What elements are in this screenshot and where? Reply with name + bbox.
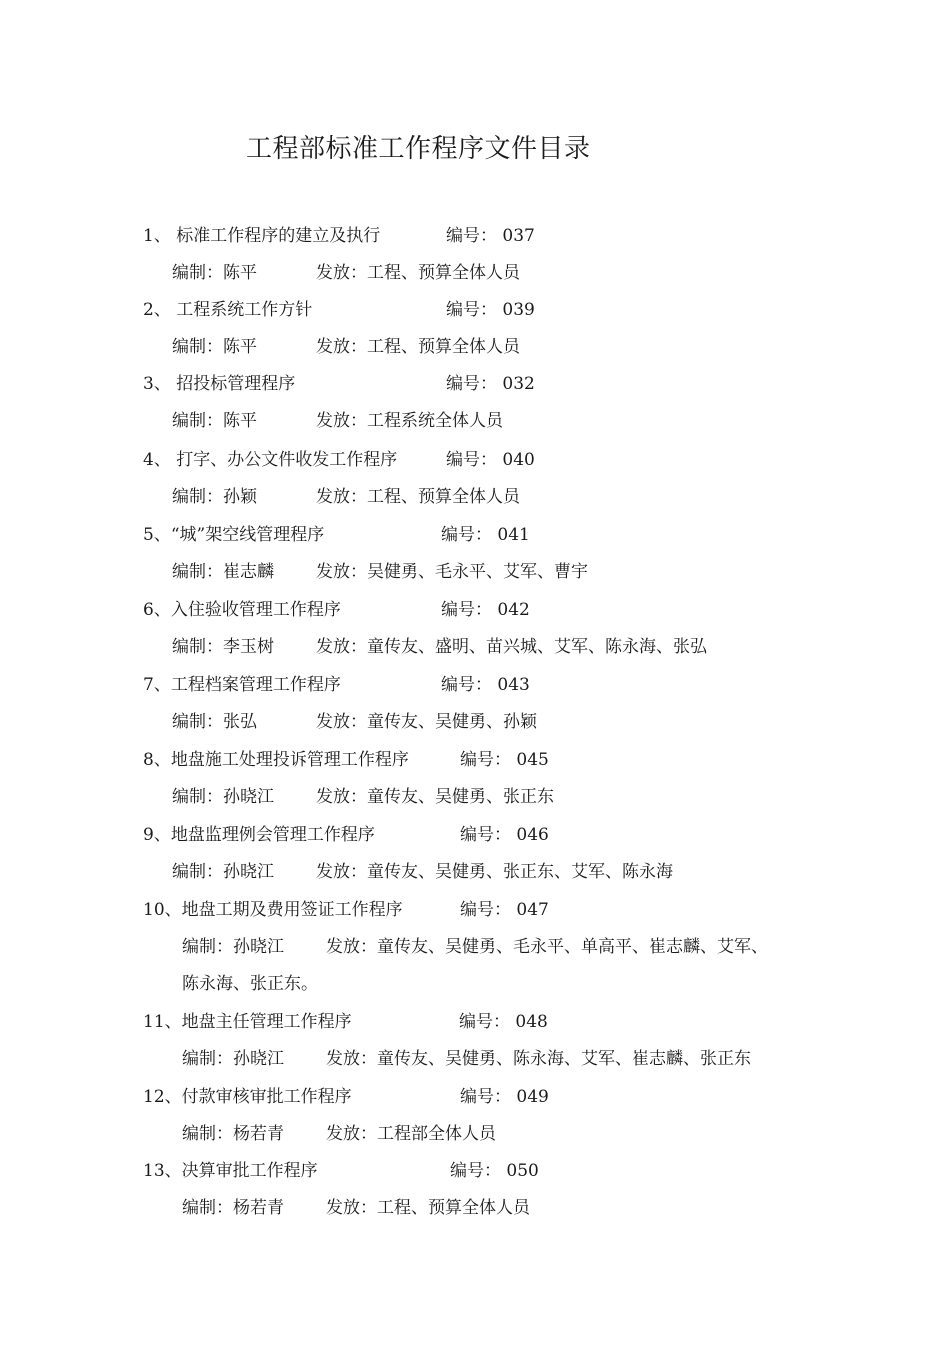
- item-number: 编号： 032: [446, 374, 535, 394]
- item-distribution: 发放：工程、预算全体人员: [316, 487, 520, 507]
- item-distribution: 发放：童传友、盛明、苗兴城、艾军、陈永海、张弘: [316, 637, 707, 657]
- item-editor: 编制：孙晓江: [182, 1049, 284, 1069]
- item-distribution: 发放：工程、预算全体人员: [316, 263, 520, 283]
- item-number: 编号： 040: [446, 450, 535, 470]
- item-distribution: 发放：工程、预算全体人员: [316, 337, 520, 357]
- item-editor: 编制：杨若青: [182, 1198, 284, 1218]
- item-distribution: 发放：工程部全体人员: [326, 1124, 496, 1144]
- item-number: 编号： 037: [446, 226, 535, 246]
- item-title: 10、地盘工期及费用签证工作程序: [143, 900, 403, 920]
- item-distribution: 发放：童传友、吴健勇、毛永平、单高平、崔志麟、艾军、: [326, 937, 768, 957]
- item-distribution: 发放：工程、预算全体人员: [326, 1198, 530, 1218]
- item-number: 编号： 041: [441, 525, 530, 545]
- item-title: 11、地盘主任管理工作程序: [143, 1012, 352, 1032]
- item-distribution: 发放：吴健勇、毛永平、艾军、曹宇: [316, 562, 588, 582]
- item-editor: 编制：陈平: [172, 411, 257, 431]
- item-number: 编号： 039: [446, 300, 535, 320]
- item-number: 编号： 050: [450, 1161, 539, 1181]
- item-number: 编号： 043: [441, 675, 530, 695]
- item-title: 6、入住验收管理工作程序: [143, 600, 341, 620]
- item-editor: 编制：崔志麟: [172, 562, 274, 582]
- item-distribution: 发放：童传友、吴健勇、张正东、艾军、陈永海: [316, 862, 673, 882]
- item-editor: 编制：孙颖: [172, 487, 257, 507]
- item-editor: 编制：李玉树: [172, 637, 274, 657]
- item-editor: 编制：孙晓江: [182, 937, 284, 957]
- item-editor: 编制：孙晓江: [172, 862, 274, 882]
- item-title: 4、 打字、办公文件收发工作程序: [143, 450, 398, 470]
- item-title: 5、“城”架空线管理程序: [143, 525, 325, 545]
- item-number: 编号： 048: [459, 1012, 548, 1032]
- item-distribution: 发放：童传友、吴健勇、陈永海、艾军、崔志麟、张正东: [326, 1049, 751, 1069]
- item-title: 7、工程档案管理工作程序: [143, 675, 341, 695]
- page-title: 工程部标准工作程序文件目录: [246, 134, 591, 164]
- item-editor: 编制：陈平: [172, 263, 257, 283]
- item-editor: 编制：陈平: [172, 337, 257, 357]
- item-number: 编号： 049: [460, 1087, 549, 1107]
- item-title: 8、地盘施工处理投诉管理工作程序: [143, 750, 409, 770]
- item-distribution: 发放：工程系统全体人员: [316, 411, 503, 431]
- item-title: 12、付款审核审批工作程序: [143, 1087, 352, 1107]
- item-distribution-line2: 陈永海、张正东。: [182, 974, 318, 994]
- item-number: 编号： 045: [460, 750, 549, 770]
- item-title: 9、地盘监理例会管理工作程序: [143, 825, 375, 845]
- item-editor: 编制：张弘: [172, 712, 257, 732]
- item-number: 编号： 047: [460, 900, 549, 920]
- item-title: 3、 招投标管理程序: [143, 374, 296, 394]
- item-editor: 编制：孙晓江: [172, 787, 274, 807]
- item-distribution: 发放：童传友、吴健勇、张正东: [316, 787, 554, 807]
- item-number: 编号： 046: [460, 825, 549, 845]
- item-distribution: 发放：童传友、吴健勇、孙颖: [316, 712, 537, 732]
- item-title: 13、决算审批工作程序: [143, 1161, 318, 1181]
- item-title: 2、 工程系统工作方针: [143, 300, 313, 320]
- item-editor: 编制：杨若青: [182, 1124, 284, 1144]
- item-number: 编号： 042: [441, 600, 530, 620]
- item-title: 1、 标准工作程序的建立及执行: [143, 226, 381, 246]
